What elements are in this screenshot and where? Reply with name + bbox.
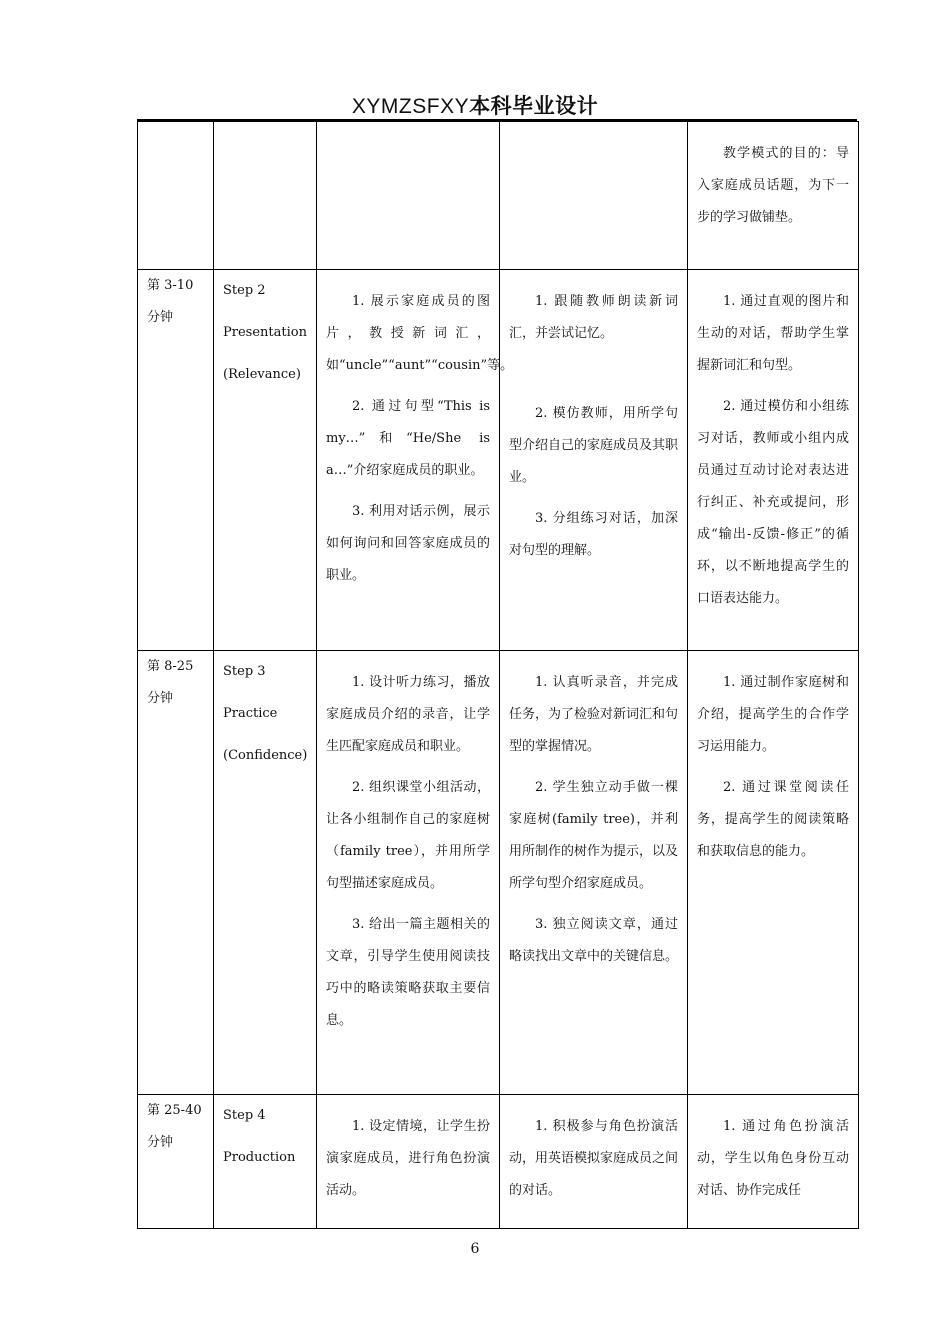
table-row	[138, 651, 859, 1095]
intent-activity-cell	[688, 122, 859, 270]
intent-paragraph: 2. 通过模仿和小组练习对话，教师或小组内成员通过互动讨论对表达进行纠正、补充或提问，形成“输出-反馈-修正”的循环，以不断地提高学生的口语表达能力。	[697, 399, 849, 606]
table-row	[138, 270, 859, 651]
step-line: Practice	[223, 706, 278, 721]
teacher-activity-cell	[317, 122, 500, 270]
time-text: 第 3-10 分钟	[147, 278, 194, 325]
student-activity-cell	[500, 122, 688, 270]
intent-paragraph: 1. 通过角色扮演活动，学生以角色身份互动对话、协作完成任	[697, 1119, 849, 1198]
time-cell	[138, 122, 214, 270]
student-paragraph: 1. 认真听录音，并完成任务，为了检验对新词汇和句型的掌握情况。	[509, 675, 679, 754]
step-line: Presentation	[223, 325, 307, 340]
intent-paragraph: 教学模式的目的：导入家庭成员话题，为下一步的学习做铺垫。	[697, 146, 849, 225]
lesson-plan-table	[137, 121, 859, 1229]
student-paragraph: 3. 分组练习对话，加深对句型的理解。	[509, 511, 678, 558]
teacher-paragraph: 1. 设计听力练习，播放家庭成员介绍的录音，让学生匹配家庭成员和职业。	[326, 675, 490, 754]
step-line: (Relevance)	[223, 367, 301, 382]
teacher-paragraph: 3. 给出一篇主题相关的文章，引导学生使用阅读技巧中的略读策略获取主要信息。	[326, 917, 490, 1028]
teacher-paragraph: 3. 利用对话示例，展示如何询问和回答家庭成员的职业。	[326, 504, 490, 583]
step-line: Production	[223, 1150, 296, 1165]
time-text: 第 25-40 分钟	[147, 1103, 202, 1150]
student-activity-cell	[500, 1095, 688, 1229]
intent-paragraph: 1. 通过制作家庭树和介绍，提高学生的合作学习运用能力。	[697, 675, 849, 754]
step-cell	[214, 270, 317, 651]
intent-activity-cell	[688, 1095, 859, 1229]
intent-activity-cell	[688, 270, 859, 651]
time-cell	[138, 270, 214, 651]
header-title: 本科毕业设计	[469, 94, 599, 118]
step-line: (Confidence)	[223, 748, 308, 763]
teacher-paragraph: 2. 通过句型“This is my…”和“He/She is a…”介绍家庭成员的职业。	[326, 399, 490, 478]
intent-paragraph: 1. 通过直观的图片和生动的对话，帮助学生掌握新词汇和句型。	[697, 294, 849, 373]
step-cell	[214, 122, 317, 270]
student-paragraph: 3. 独立阅读文章，通过略读找出文章中的关键信息。	[509, 917, 679, 964]
table-row	[138, 1095, 859, 1229]
teacher-paragraph: 1. 设定情境，让学生扮演家庭成员，进行角色扮演活动。	[326, 1119, 490, 1198]
teacher-activity-cell	[317, 270, 514, 651]
student-paragraph: 1. 积极参与角色扮演活动，用英语模拟家庭成员之间的对话。	[509, 1119, 679, 1198]
time-text: 第 8-25 分钟	[147, 659, 194, 706]
teacher-paragraph: 2. 组织课堂小组活动，让各小组制作自己的家庭树（family tree），并用所学句型描述家庭成员。	[326, 780, 490, 891]
page-number: 6	[470, 1241, 480, 1257]
teacher-activity-cell	[317, 651, 500, 1095]
table-row	[138, 122, 859, 270]
document-header	[0, 90, 950, 120]
teacher-activity-cell	[317, 1095, 500, 1229]
time-cell	[138, 1095, 214, 1229]
student-paragraph: 1. 跟随教师朗读新词汇，并尝试记忆。	[509, 294, 678, 341]
step-cell	[214, 1095, 317, 1229]
step-cell	[214, 651, 317, 1095]
step-line: Step 4	[223, 1108, 266, 1123]
step-line: Step 3	[223, 664, 266, 679]
student-activity-cell	[500, 651, 688, 1095]
student-activity-cell	[500, 270, 688, 651]
intent-activity-cell	[688, 651, 859, 1095]
time-cell	[138, 651, 214, 1095]
student-paragraph: 2. 学生独立动手做一棵家庭树(family tree)，并利用所制作的树作为提示，以及所学句型介绍家庭成员。	[509, 780, 679, 891]
header-code: XYMZSFXY	[351, 95, 470, 118]
intent-paragraph: 2. 通过课堂阅读任务，提高学生的阅读策略和获取信息的能力。	[697, 780, 849, 859]
student-paragraph: 2. 模仿教师，用所学句型介绍自己的家庭成员及其职业。	[509, 406, 679, 485]
teacher-paragraph: 1. 展示家庭成员的图片，教授新词汇，如“uncle”“aunt”“cousin”等。	[326, 294, 514, 373]
step-line: Step 2	[223, 283, 266, 298]
